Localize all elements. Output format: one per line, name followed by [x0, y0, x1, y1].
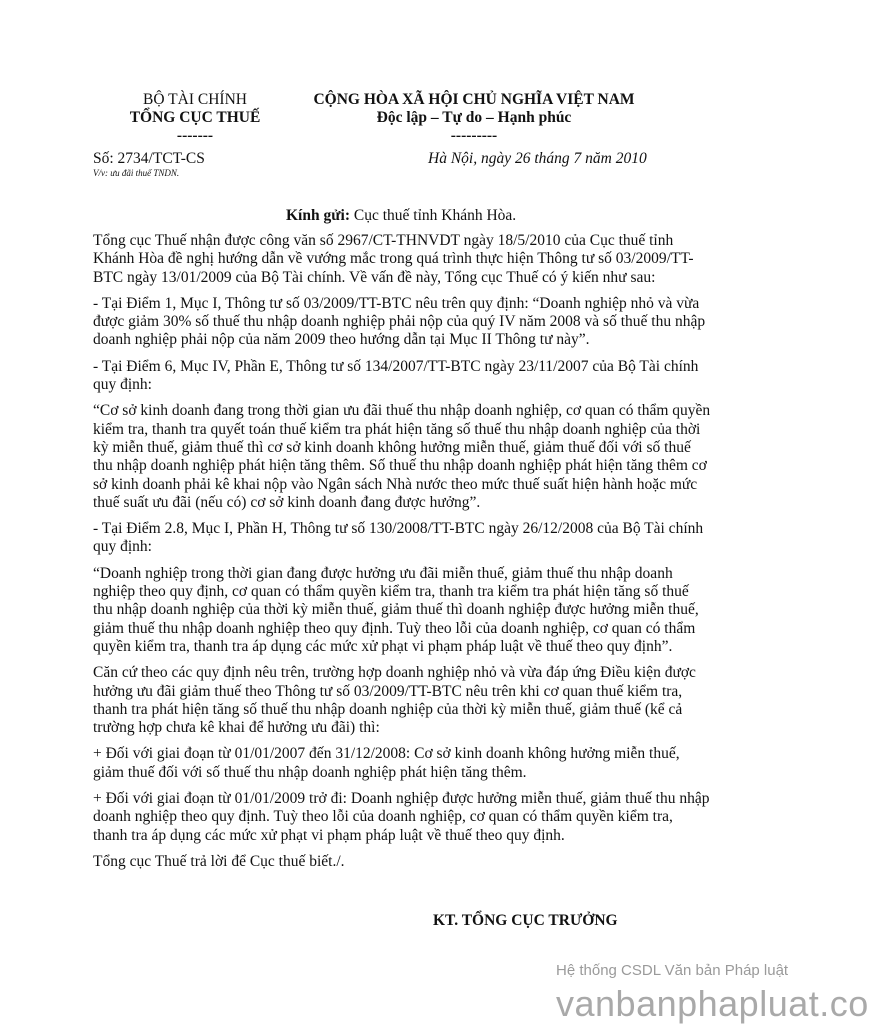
- left-divider: -------: [176, 127, 214, 144]
- paragraph: “Cơ sở kinh doanh đang trong thời gian ưu đãi thuế thu nhập doanh nghiệp, cơ quan có thẩm quyền kiểm tra, thanh tra quyết toán thuế kiểm tra phát hiện tăng số thuế thu nhập doanh nghiệp của thời kỳ miễn thuế, giảm thuế thì cơ sở kinh doanh không hưởng miễn thuế, giảm thuế đối với số thuế thu nhập doanh nghiệp phát hiện tăng thêm. Số thuế thu nhập doanh nghiệp phát hiện tăng thêm cơ sở kinh doanh phải kê khai nộp vào Ngân sách Nhà nước theo mức thuế suất hiện hành hoặc mức thuế suất ưu đãi (nếu có) cơ sở kinh doanh đang được hưởng”.: [93, 402, 711, 511]
- recipient-label: Kính gửi:: [286, 207, 350, 224]
- recipient-line: [286, 207, 516, 225]
- paragraph: - Tại Điểm 1, Mục I, Thông tư số 03/2009/TT-BTC nêu trên quy định: “Doanh nghiệp nhỏ và vừa được giảm 30% số thuế thu nhập doanh nghiệp phải nộp của quý IV năm 2008 và số thuế thu nhập doanh nghiệp phải nộp của năm 2009 theo hướng dẫn tại Mục II Thông tư này”.: [93, 294, 706, 349]
- document-number: Số: 2734/TCT-CS: [93, 150, 205, 167]
- paragraph: Căn cứ theo các quy định nêu trên, trường hợp doanh nghiệp nhỏ và vừa đáp ứng Điều kiện được hưởng ưu đãi giảm thuế theo Thông tư số 03/2009/TT-BTC nêu trên khi cơ quan thuế kiểm tra, thanh tra phát hiện tăng số thuế thu nhập doanh nghiệp của thời kỳ miễn thuế, giảm thuế (kể cả trường hợp chưa kê khai để hưởng ưu đãi) thì:: [93, 664, 696, 737]
- national-header: [284, 91, 664, 145]
- paragraph: - Tại Điểm 6, Mục IV, Phần E, Thông tư số 134/2007/TT-BTC ngày 23/11/2007 của Bộ Tài chính quy định:: [93, 357, 699, 394]
- issuer-block: [95, 91, 295, 145]
- document-subject: V/v: ưu đãi thuế TNDN.: [93, 168, 180, 178]
- letter-body: [93, 232, 711, 879]
- place-date: Hà Nội, ngày 26 tháng 7 năm 2010: [428, 150, 647, 167]
- paragraph: - Tại Điểm 2.8, Mục I, Phần H, Thông tư số 130/2008/TT-BTC ngày 26/12/2008 của Bộ Tài chính quy định:: [93, 520, 704, 556]
- paragraph: + Đối với giai đoạn từ 01/01/2009 trở đi: Doanh nghiệp được hưởng miễn thuế, giảm thuế thu nhập doanh nghiệp theo quy định. Tuỳ theo lỗi của doanh nghiệp, cơ quan có thẩm quyền kiểm tra, thanh tra áp dụng các mức xử phạt vi phạm pháp luật về thuế theo quy định.: [93, 790, 710, 844]
- paragraph: Tổng cục Thuế trả lời để Cục thuế biết./.: [93, 852, 345, 870]
- paragraph: “Doanh nghiệp trong thời gian đang được hưởng ưu đãi miễn thuế, giảm thuế thu nhập doanh nghiệp theo quy định, cơ quan có thẩm quyền kiểm tra, thanh tra kiểm tra phát hiện tăng số thuế thu nhập doanh nghiệp của thời kỳ miễn thuế, giảm thuế thì doanh nghiệp được hưởng miễn thuế, giảm thuế thu nhập doanh nghiệp theo quy định. Tuỳ theo lỗi của doanh nghiệp, cơ quan có thẩm quyền kiểm tra, thanh tra áp dụng các mức xử phạt vi phạm pháp luật về thuế theo quy định”.: [93, 564, 699, 655]
- country-name: CỘNG HÒA XÃ HỘI CHỦ NGHĨA VIỆT NAM: [313, 91, 635, 108]
- department-name: TỔNG CỤC THUẾ: [129, 109, 261, 126]
- recipient-name: Cục thuế tỉnh Khánh Hòa.: [350, 207, 517, 224]
- watermark-caption: Hệ thống CSDL Văn bản Pháp luật: [556, 962, 789, 979]
- paragraph: Tổng cục Thuế nhận được công văn số 2967/CT-THNVDT ngày 18/5/2010 của Cục thuế tỉnh Khánh Hòa đề nghị hướng dẫn về vướng mắc trong quá trình thực hiện Thông tư số 03/2009/TT-BTC ngày 13/01/2009 của Bộ Tài chính. Về vấn đề này, Tổng cục Thuế có ý kiến như sau:: [93, 232, 694, 286]
- watermark-site: vanbanphapluat.co: [556, 983, 869, 1024]
- paragraph: + Đối với giai đoạn từ 01/01/2007 đến 31/12/2008: Cơ sở kinh doanh không hưởng miễn thuế, giảm thuế đối với số thuế thu nhập doanh nghiệp phát hiện tăng thêm.: [93, 745, 680, 781]
- ministry-name: BỘ TÀI CHÍNH: [143, 91, 247, 108]
- right-divider: ---------: [450, 127, 498, 144]
- national-motto: Độc lập – Tự do – Hạnh phúc: [376, 109, 572, 126]
- signature-title: KT. TỔNG CỤC TRƯỞNG: [433, 912, 618, 929]
